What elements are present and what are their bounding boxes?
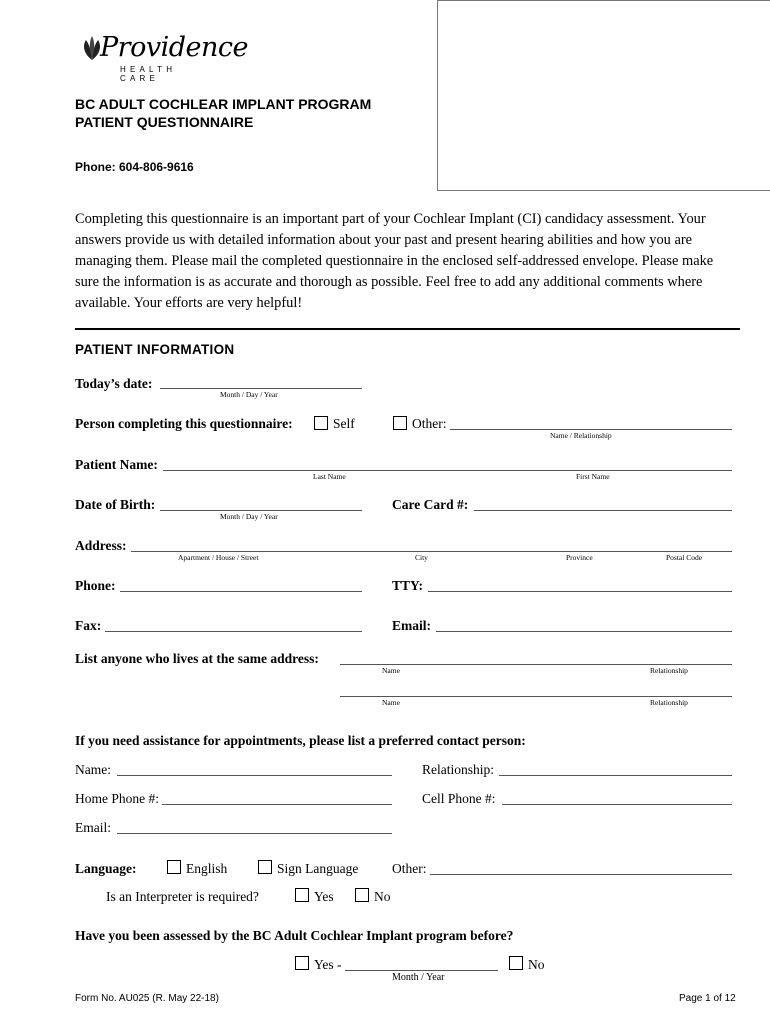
sign-language-checkbox[interactable]: [258, 860, 272, 874]
household-relationship-hint-1: Relationship: [650, 666, 688, 675]
tty-label: TTY:: [392, 578, 424, 593]
todays-date-label: Today’s date:: [75, 376, 153, 391]
name-relationship-hint: Name / Relationship: [550, 431, 612, 440]
patient-name-field[interactable]: [163, 470, 732, 471]
assessed-yes-label: Yes -: [314, 957, 342, 972]
contact-heading: If you need assistance for appointments, please list a preferred contact person:: [75, 733, 526, 748]
sign-language-label: Sign Language: [277, 861, 359, 876]
first-name-hint: First Name: [576, 472, 610, 481]
contact-email-label: Email:: [75, 820, 111, 835]
contact-name-label: Name:: [75, 762, 111, 777]
tty-field[interactable]: [428, 591, 732, 592]
patient-name-label: Patient Name:: [75, 457, 158, 472]
assessed-date-field[interactable]: [345, 970, 498, 971]
postal-code-hint: Postal Code: [666, 553, 703, 562]
english-label: English: [186, 861, 228, 876]
interpreter-no-checkbox[interactable]: [355, 888, 369, 902]
todays-date-field[interactable]: [160, 388, 362, 389]
language-other-label: Other:: [392, 861, 427, 876]
todays-date-hint: Month / Day / Year: [220, 390, 278, 399]
language-other-field[interactable]: [430, 874, 732, 875]
interpreter-yes-label: Yes: [314, 889, 334, 904]
assessed-no-label: No: [528, 957, 545, 972]
form-title-line2: PATIENT QUESTIONNAIRE: [75, 114, 254, 130]
month-year-hint: Month / Year: [392, 972, 445, 983]
address-hint: Apartment / House / Street: [178, 553, 259, 562]
address-field[interactable]: [131, 551, 732, 552]
interpreter-yes-checkbox[interactable]: [295, 888, 309, 902]
dob-hint: Month / Day / Year: [220, 512, 278, 521]
phone-field[interactable]: [120, 591, 362, 592]
person-completing-label: Person completing this questionnaire:: [75, 416, 293, 431]
email-label: Email:: [392, 618, 431, 633]
form-title: [75, 95, 371, 131]
other-person-field[interactable]: [450, 429, 732, 430]
dob-label: Date of Birth:: [75, 497, 156, 512]
other-label: Other:: [412, 416, 447, 431]
contact-name-field[interactable]: [117, 775, 392, 776]
last-name-hint: Last Name: [313, 472, 346, 481]
section-divider: [75, 328, 740, 330]
phone-label: Phone:: [75, 578, 116, 593]
form-number: Form No. AU025 (R. May 22-18): [75, 993, 219, 1004]
intro-paragraph: Completing this questionnaire is an important part of your Cochlear Implant (CI) candidacy assessment. Your answers provide us with detailed information about your past and present hearing abilities and how you are managing them. Please mail the completed questionnaire in the enclosed self-addressed envelope. Please make sure the information is as accurate and thorough as possible. Feel free to add any additional comments where available. Your efforts are very helpful!: [75, 211, 714, 311]
address-label: Address:: [75, 538, 127, 553]
page-number: Page 1 of 12: [679, 993, 736, 1004]
providence-logo: [80, 28, 248, 83]
assessed-question: Have you been assessed by the BC Adult Cochlear Implant program before?: [75, 928, 514, 943]
contact-home-phone-label: Home Phone #:: [75, 791, 159, 806]
dob-field[interactable]: [160, 510, 362, 511]
household-relationship-hint-2: Relationship: [650, 698, 688, 707]
contact-home-phone-field[interactable]: [162, 804, 392, 805]
fax-label: Fax:: [75, 618, 102, 633]
self-checkbox[interactable]: [314, 416, 328, 430]
program-phone: Phone: 604-806-9616: [75, 160, 194, 174]
province-hint: Province: [566, 553, 593, 562]
form-title-line1: BC ADULT COCHLEAR IMPLANT PROGRAM: [75, 96, 372, 112]
household-name-hint-2: Name: [382, 698, 400, 707]
english-checkbox[interactable]: [167, 860, 181, 874]
office-use-box: [437, 0, 770, 191]
contact-cell-phone-label: Cell Phone #:: [422, 791, 496, 806]
care-card-label: Care Card #:: [392, 497, 469, 512]
assessed-yes-checkbox[interactable]: [295, 956, 309, 970]
fax-field[interactable]: [105, 631, 362, 632]
care-card-field[interactable]: [474, 510, 732, 511]
household-name-hint-1: Name: [382, 666, 400, 675]
contact-email-field[interactable]: [117, 833, 392, 834]
interpreter-no-label: No: [374, 889, 391, 904]
self-label: Self: [333, 416, 355, 431]
contact-relationship-label: Relationship:: [422, 762, 494, 777]
logo-subtitle: HEALTH CARE: [120, 65, 177, 83]
other-checkbox[interactable]: [393, 416, 407, 430]
section-title: PATIENT INFORMATION: [75, 342, 235, 357]
logo-wordmark: Providence: [100, 32, 248, 63]
household-label: List anyone who lives at the same address:: [75, 651, 319, 666]
household-field-2[interactable]: [340, 696, 732, 697]
assessed-no-checkbox[interactable]: [509, 956, 523, 970]
contact-relationship-field[interactable]: [499, 775, 732, 776]
household-field-1[interactable]: [340, 664, 732, 665]
interpreter-question: Is an Interpreter is required?: [106, 889, 259, 904]
contact-cell-phone-field[interactable]: [502, 804, 732, 805]
email-field[interactable]: [436, 631, 732, 632]
language-label: Language:: [75, 861, 137, 876]
city-hint: City: [415, 553, 428, 562]
